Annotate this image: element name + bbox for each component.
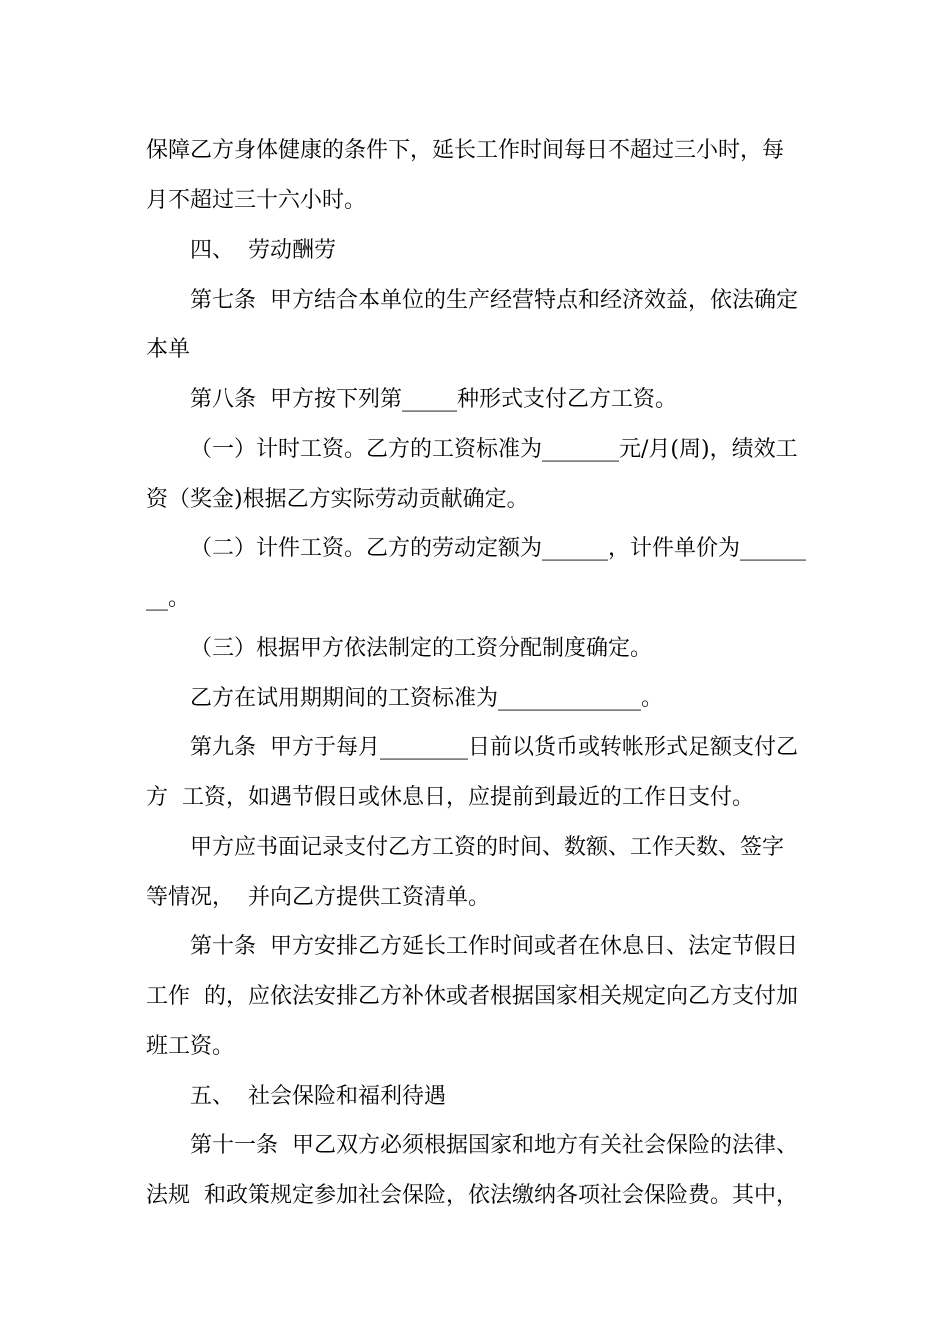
section-heading: 四、 劳动酬劳 (190, 238, 336, 263)
text-line: （一）计时工资。乙方的工资标准为_______元/月(周)，绩效工 (190, 437, 798, 462)
text-line: 法规 和政策规定参加社会保险，依法缴纳各项社会保险费。其中， (146, 1183, 798, 1208)
text-line: 第九条 甲方于每月________日前以货币或转帐形式足额支付乙 (190, 735, 798, 760)
text-line: 第十一条 甲乙双方必须根据国家和地方有关社会保险的法律、 (190, 1133, 798, 1158)
text-line: __。 (146, 586, 191, 611)
text-line: （二）计件工资。乙方的劳动定额为______，计件单价为______ (190, 536, 807, 561)
text-line: （三）根据甲方依法制定的工资分配制度确定。 (190, 636, 653, 661)
text-line: 本单 (146, 337, 191, 362)
text-line: 第八条 甲方按下列第_____种形式支付乙方工资。 (190, 387, 677, 412)
text-line: 班工资。 (146, 1034, 235, 1059)
text-line: 月不超过三十六小时。 (146, 188, 367, 213)
text-line: 资（奖金)根据乙方实际劳动贡献确定。 (146, 487, 529, 512)
text-line: 第十条 甲方安排乙方延长工作时间或者在休息日、法定节假日 (190, 934, 798, 959)
text-line: 保障乙方身体健康的条件下，延长工作时间每日不超过三小时，每 (146, 138, 785, 163)
text-line: 第七条 甲方结合本单位的生产经营特点和经济效益，依法确定 (190, 288, 798, 313)
text-line: 方 工资，如遇节假日或休息日，应提前到最近的工作日支付。 (146, 785, 754, 810)
text-line: 乙方在试用期期间的工资标准为_____________。 (190, 686, 664, 711)
text-line: 等情况， 并向乙方提供工资清单。 (146, 885, 490, 910)
text-line: 甲方应书面记录支付乙方工资的时间、数额、工作天数、签字 (190, 835, 785, 860)
section-heading: 五、 社会保险和福利待遇 (190, 1084, 446, 1109)
text-line: 工作 的，应依法安排乙方补休或者根据国家相关规定向乙方支付加 (146, 984, 798, 1009)
